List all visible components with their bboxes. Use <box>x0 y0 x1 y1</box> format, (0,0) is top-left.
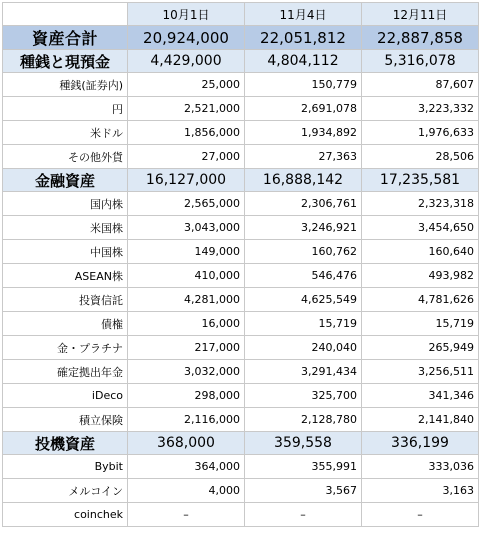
section-header-row <box>3 50 479 73</box>
table-row <box>3 121 479 145</box>
table-row <box>3 336 479 360</box>
section-value-cell[interactable]: 16,888,142 <box>245 169 362 192</box>
row-value-cell[interactable]: 15,719 <box>362 312 479 336</box>
asset-table <box>2 2 479 527</box>
row-value-cell[interactable]: 149,000 <box>128 240 245 264</box>
row-label-cell[interactable]: 円 <box>3 97 128 121</box>
table-row <box>3 360 479 384</box>
row-label-cell[interactable]: メルコイン <box>3 479 128 503</box>
row-value-cell[interactable]: 160,762 <box>245 240 362 264</box>
row-label-cell[interactable]: 金・プラチナ <box>3 336 128 360</box>
row-value-cell[interactable]: 364,000 <box>128 455 245 479</box>
row-label-cell[interactable]: 積立保険 <box>3 408 128 432</box>
row-value-cell[interactable]: 325,700 <box>245 384 362 408</box>
total-label-cell[interactable]: 資産合計 <box>3 26 128 50</box>
row-value-cell[interactable]: 27,000 <box>128 145 245 169</box>
row-value-cell[interactable]: 3,291,434 <box>245 360 362 384</box>
row-value-cell[interactable]: 3,246,921 <box>245 216 362 240</box>
row-value-cell[interactable]: 25,000 <box>128 73 245 97</box>
row-value-cell[interactable]: 2,521,000 <box>128 97 245 121</box>
table-row <box>3 145 479 169</box>
table-row <box>3 216 479 240</box>
row-value-cell[interactable]: 3,223,332 <box>362 97 479 121</box>
row-value-cell[interactable]: 493,982 <box>362 264 479 288</box>
row-label-cell[interactable]: 米国株 <box>3 216 128 240</box>
row-value-cell[interactable]: 3,454,650 <box>362 216 479 240</box>
row-value-cell[interactable]: – <box>245 503 362 527</box>
row-label-cell[interactable]: 投資信託 <box>3 288 128 312</box>
row-value-cell[interactable]: 3,163 <box>362 479 479 503</box>
section-label-cell[interactable]: 投機資産 <box>3 432 128 455</box>
table-row <box>3 192 479 216</box>
date-header-cell[interactable]: 10月1日 <box>128 3 245 26</box>
row-value-cell[interactable]: 4,000 <box>128 479 245 503</box>
corner-cell[interactable] <box>3 3 128 26</box>
table-row <box>3 312 479 336</box>
row-label-cell[interactable]: 中国株 <box>3 240 128 264</box>
row-value-cell[interactable]: 217,000 <box>128 336 245 360</box>
section-label-cell[interactable]: 金融資産 <box>3 169 128 192</box>
row-label-cell[interactable]: その他外貨 <box>3 145 128 169</box>
row-value-cell[interactable]: 3,256,511 <box>362 360 479 384</box>
table-row <box>3 455 479 479</box>
total-value-cell[interactable]: 20,924,000 <box>128 26 245 50</box>
row-value-cell[interactable]: 4,781,626 <box>362 288 479 312</box>
row-value-cell[interactable]: 4,281,000 <box>128 288 245 312</box>
row-value-cell[interactable]: 341,346 <box>362 384 479 408</box>
row-value-cell[interactable]: 3,032,000 <box>128 360 245 384</box>
row-value-cell[interactable]: 15,719 <box>245 312 362 336</box>
row-label-cell[interactable]: ASEAN株 <box>3 264 128 288</box>
row-value-cell[interactable]: 1,976,633 <box>362 121 479 145</box>
row-value-cell[interactable]: 298,000 <box>128 384 245 408</box>
row-value-cell[interactable]: 160,640 <box>362 240 479 264</box>
table-row <box>3 73 479 97</box>
row-label-cell[interactable]: 米ドル <box>3 121 128 145</box>
table-row <box>3 264 479 288</box>
section-value-cell[interactable]: 16,127,000 <box>128 169 245 192</box>
row-value-cell[interactable]: 4,625,549 <box>245 288 362 312</box>
row-value-cell[interactable]: – <box>128 503 245 527</box>
row-value-cell[interactable]: 27,363 <box>245 145 362 169</box>
section-label-cell[interactable]: 種銭と現預金 <box>3 50 128 73</box>
row-value-cell[interactable]: 3,043,000 <box>128 216 245 240</box>
row-label-cell[interactable]: 債権 <box>3 312 128 336</box>
table-row <box>3 479 479 503</box>
section-value-cell[interactable]: 4,804,112 <box>245 50 362 73</box>
section-value-cell[interactable]: 17,235,581 <box>362 169 479 192</box>
total-value-cell[interactable]: 22,887,858 <box>362 26 479 50</box>
row-value-cell[interactable]: 87,607 <box>362 73 479 97</box>
row-value-cell[interactable]: 410,000 <box>128 264 245 288</box>
row-value-cell[interactable]: 1,856,000 <box>128 121 245 145</box>
row-value-cell[interactable]: 28,506 <box>362 145 479 169</box>
row-value-cell[interactable]: 2,323,318 <box>362 192 479 216</box>
row-value-cell[interactable]: 150,779 <box>245 73 362 97</box>
total-row <box>3 26 479 50</box>
row-label-cell[interactable]: 国内株 <box>3 192 128 216</box>
date-header-row <box>3 3 479 26</box>
row-value-cell[interactable]: 546,476 <box>245 264 362 288</box>
table-row <box>3 97 479 121</box>
table-row <box>3 288 479 312</box>
row-value-cell[interactable]: – <box>362 503 479 527</box>
section-header-row <box>3 432 479 455</box>
row-label-cell[interactable]: iDeco <box>3 384 128 408</box>
section-header-row <box>3 169 479 192</box>
section-value-cell[interactable]: 4,429,000 <box>128 50 245 73</box>
row-label-cell[interactable]: 確定拠出年金 <box>3 360 128 384</box>
total-value-cell[interactable]: 22,051,812 <box>245 26 362 50</box>
section-value-cell[interactable]: 368,000 <box>128 432 245 455</box>
row-value-cell[interactable]: 2,116,000 <box>128 408 245 432</box>
table-row <box>3 503 479 527</box>
date-header-cell[interactable]: 12月11日 <box>362 3 479 26</box>
row-value-cell[interactable]: 2,141,840 <box>362 408 479 432</box>
row-value-cell[interactable]: 355,991 <box>245 455 362 479</box>
row-value-cell[interactable]: 2,565,000 <box>128 192 245 216</box>
row-label-cell[interactable]: 種銭(証券内) <box>3 73 128 97</box>
row-value-cell[interactable]: 2,128,780 <box>245 408 362 432</box>
row-value-cell[interactable]: 1,934,892 <box>245 121 362 145</box>
asset-table-body <box>3 3 479 527</box>
table-row <box>3 408 479 432</box>
date-header-cell[interactable]: 11月4日 <box>245 3 362 26</box>
row-value-cell[interactable]: 265,949 <box>362 336 479 360</box>
row-value-cell[interactable]: 16,000 <box>128 312 245 336</box>
row-value-cell[interactable]: 240,040 <box>245 336 362 360</box>
section-value-cell[interactable]: 5,316,078 <box>362 50 479 73</box>
row-value-cell[interactable]: 2,306,761 <box>245 192 362 216</box>
table-row <box>3 384 479 408</box>
section-value-cell[interactable]: 336,199 <box>362 432 479 455</box>
row-label-cell[interactable]: coinchek <box>3 503 128 527</box>
row-value-cell[interactable]: 333,036 <box>362 455 479 479</box>
asset-spreadsheet <box>2 2 478 527</box>
row-value-cell[interactable]: 3,567 <box>245 479 362 503</box>
section-value-cell[interactable]: 359,558 <box>245 432 362 455</box>
row-label-cell[interactable]: Bybit <box>3 455 128 479</box>
row-value-cell[interactable]: 2,691,078 <box>245 97 362 121</box>
table-row <box>3 240 479 264</box>
